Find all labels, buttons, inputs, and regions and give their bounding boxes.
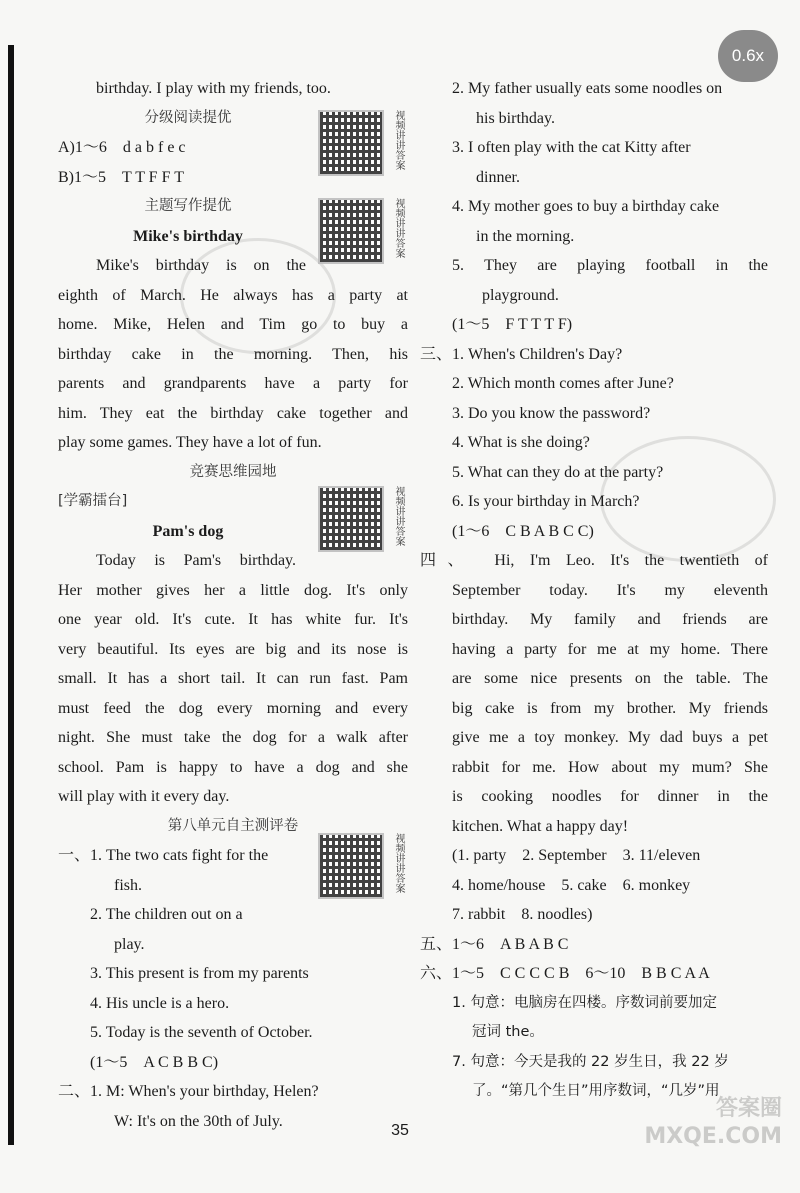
answer-line: 5. They are playing football in the [452, 257, 768, 274]
essay-line: very beautiful. Its eyes are big and its nose is [58, 640, 408, 658]
essay-line: one year old. It's cute. It has white fur. It's [58, 611, 408, 628]
essay-line: Mike's birthday is on the [96, 257, 306, 274]
essay-line: eighth of March. He always has a party at [58, 286, 408, 304]
essay-line: small. It has a short tail. It can run fast. Pam [58, 670, 408, 687]
essay-line: school. Pam is happy to have a dog and she [58, 758, 408, 776]
left-column [58, 74, 408, 1136]
tag-bracket: [学霸擂台] [58, 493, 128, 509]
section-heading: 分级阅读提优 [144, 109, 232, 126]
qr-label: 视频讲讲答案 [393, 198, 404, 258]
essay-line: birthday cake in the morning. Then, his [58, 345, 408, 363]
essay-line: Her mother gives her a little dog. It's only [58, 581, 408, 599]
answer-line: 5. Today is the seventh of October. [90, 1024, 313, 1041]
answer-line: (1～5 F T T T F) [452, 316, 573, 333]
essay-line: night. She must take the dog for a walk after [58, 729, 408, 746]
answer-line: 6. Is your birthday in March? [452, 493, 640, 510]
answer-line: 5. What can they do at the party? [452, 463, 664, 481]
essay-title: Mike's birthday [133, 227, 243, 245]
right-column [420, 74, 768, 1107]
essay-line: him. They eat the birthday cake together and [58, 404, 408, 422]
answer-line: B)1～5 T T F F T [58, 168, 184, 186]
answer-line: 7. rabbit 8. noodles) [452, 906, 593, 923]
answer-line: 三、1. When's Children's Day? [420, 345, 623, 363]
section-heading: 第八单元自主测评卷 [167, 817, 299, 834]
essay-title: Pam's dog [152, 522, 224, 540]
answer-line: 一、1. The two cats fight for the [58, 847, 269, 864]
watermark-url: MXQE.COM [644, 1124, 782, 1149]
qr-label: 视频讲讲答案 [393, 110, 404, 170]
answer-line: 六、1～5 C C C C B 6～10 B B C A A [420, 965, 710, 982]
explanation-line: 7. 句意：今天是我的 22 岁生日，我 22 岁 [452, 1053, 729, 1070]
answer-line: playground. [482, 286, 559, 304]
answer-line: in the morning. [476, 227, 575, 245]
answer-line: fish. [114, 876, 142, 894]
answer-line: (1. party 2. September 3. 11/eleven [452, 847, 701, 864]
answer-line: (1～6 C B A B C C) [452, 522, 594, 540]
essay-line: 四、 Hi, I'm Leo. It's the twentieth of [420, 552, 768, 569]
page-number: 35 [391, 1122, 409, 1139]
answer-line: A)1～6 d a b f e c [58, 139, 186, 156]
essay-line: parents and grandparents have a party for [58, 375, 408, 392]
qr-label: 视频讲讲答案 [393, 486, 404, 546]
qr-label: 视频讲讲答案 [393, 833, 404, 893]
essay-line: birthday. My family and friends are [452, 611, 768, 628]
answer-line: 3. This present is from my parents [90, 965, 309, 982]
essay-line: give me a toy monkey. My dad buys a pet [452, 729, 768, 746]
answer-line: (1～5 A C B B C) [90, 1053, 219, 1071]
essay-line: having a party for me at my home. There [452, 640, 768, 658]
essay-line: play some games. They have a lot of fun. [58, 434, 322, 451]
essay-line: must feed the dog every morning and every [58, 699, 408, 717]
essay-line: is cooking noodles for dinner in the [452, 788, 768, 805]
essay-line: Today is Pam's birthday. [96, 552, 296, 569]
section-heading: 竞赛思维园地 [189, 463, 277, 480]
answer-line: play. [114, 935, 145, 953]
essay-line: home. Mike, Helen and Tim go to buy a [58, 316, 408, 333]
answer-line: 4. What is she doing? [452, 434, 590, 451]
answer-line: 4. My mother goes to buy a birthday cake [452, 198, 720, 215]
answer-line: 2. The children out on a [90, 906, 243, 923]
answer-line: his birthday. [476, 109, 555, 127]
answer-line: 2. Which month comes after June? [452, 375, 674, 392]
essay-line: September today. It's my eleventh [452, 581, 768, 599]
explanation-line: 了。“第几个生日”用序数词，“几岁”用 [472, 1083, 720, 1099]
explanation-line: 1. 句意：电脑房在四楼。序数词前要加定 [452, 994, 717, 1011]
essay-line: will play with it every day. [58, 788, 230, 805]
answer-line: 4. home/house 5. cake 6. monkey [452, 876, 691, 894]
watermark-text: 答案圈 [715, 1096, 782, 1121]
essay-line: rabbit for me. How about my mum? She [452, 758, 768, 776]
answer-line: 3. Do you know the password? [452, 404, 651, 422]
answer-line: 五、1～6 A B A B C [420, 935, 569, 953]
essay-line: big cake is from my brother. My friends [452, 699, 768, 717]
answer-line: 4. His uncle is a hero. [90, 994, 230, 1012]
essay-line: kitchen. What a happy day! [452, 817, 629, 835]
answer-line: 2. My father usually eats some noodles on [452, 80, 723, 97]
answer-line: dinner. [476, 168, 520, 186]
binding-edge [8, 45, 14, 1145]
answer-line: 3. I often play with the cat Kitty after [452, 139, 691, 156]
essay-line: are some nice presents on the table. The [452, 670, 768, 687]
text-line: birthday. I play with my friends, too. [96, 80, 331, 97]
section-heading: 主题写作提优 [144, 198, 232, 214]
site-watermark [612, 1095, 782, 1175]
answer-line: 二、1. M: When's your birthday, Helen? [58, 1083, 319, 1100]
zoom-speed-badge[interactable]: 0.6x [718, 30, 778, 82]
explanation-line: 冠词 the。 [472, 1024, 544, 1040]
answer-line: W: It's on the 30th of July. [114, 1112, 283, 1130]
